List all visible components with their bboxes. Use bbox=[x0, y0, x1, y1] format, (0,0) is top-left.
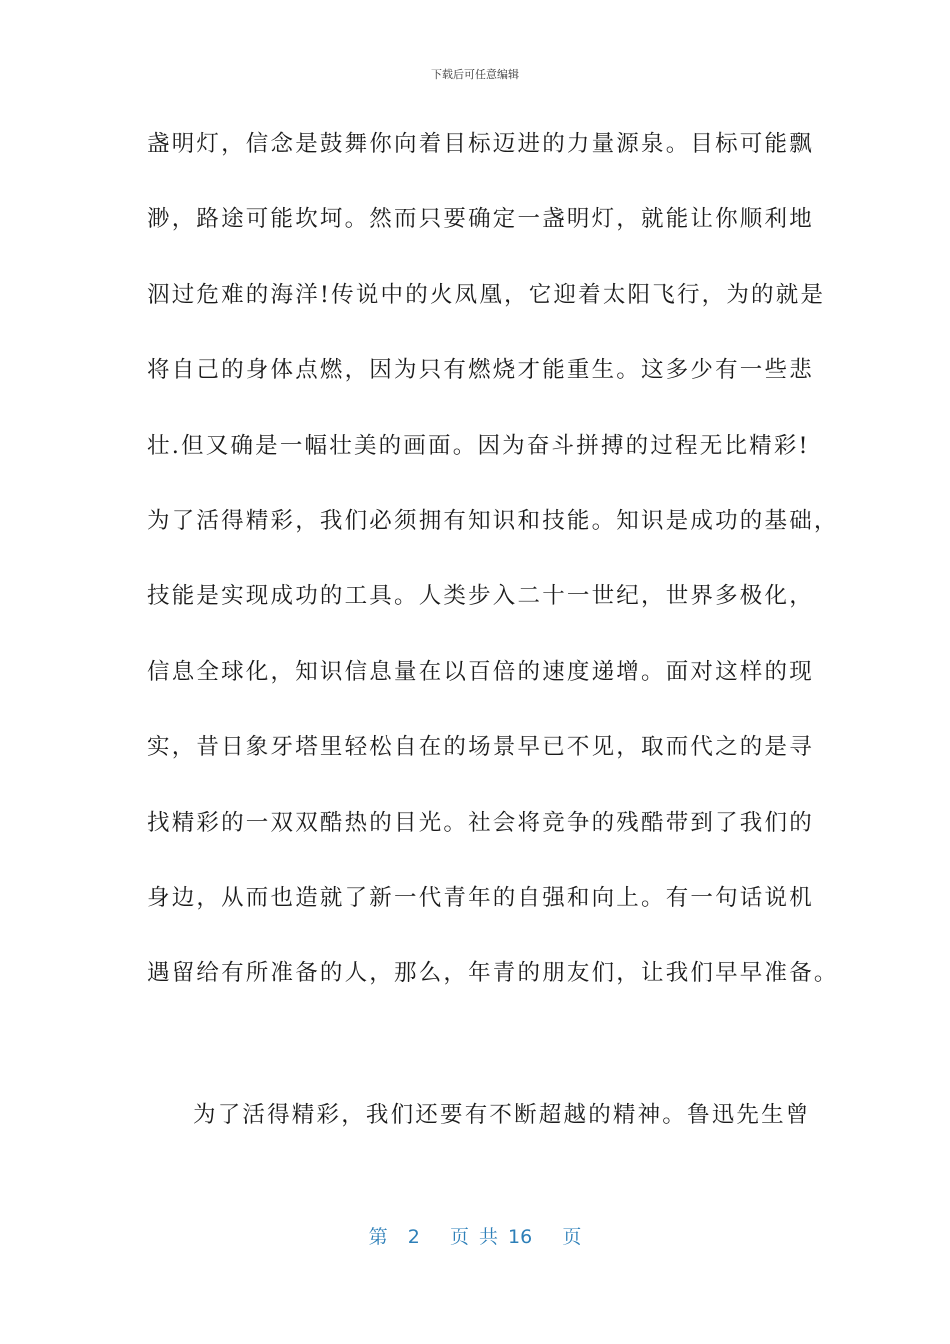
text-line: 渺，路途可能坎坷。然而只要确定一盏明灯，就能让你顺利地 bbox=[147, 206, 814, 233]
text-line: 技能是实现成功的工具。人类步入二十一世纪，世界多极化， bbox=[147, 583, 814, 610]
text-line: 遇留给有所准备的人，那么，年青的朋友们，让我们早早准备。 bbox=[147, 960, 839, 987]
text-line: 壮.但又确是一幅壮美的画面。因为奋斗拼搏的过程无比精彩! bbox=[147, 432, 810, 459]
text-line: 身边，从而也造就了新一代青年的自强和向上。有一句话说机 bbox=[147, 884, 814, 911]
text-line: 找精彩的一双双酷热的目光。社会将竞争的残酷带到了我们的 bbox=[147, 809, 814, 836]
paragraph-1 bbox=[147, 122, 839, 1027]
text-line: 泅过危难的海洋!传说中的火凤凰，它迎着太阳飞行，为的就是 bbox=[147, 281, 826, 308]
paragraph-2-first-line: 为了活得精彩，我们还要有不断超越的精神。鲁迅先生曾 bbox=[193, 1102, 811, 1128]
text-line: 信息全球化，知识信息量在以百倍的速度递增。面对这样的现 bbox=[147, 658, 814, 685]
text-line: 盏明灯，信念是鼓舞你向着目标迈进的力量源泉。目标可能飘 bbox=[147, 131, 814, 157]
text-line: 为了活得精彩，我们必须拥有知识和技能。知识是成功的基础， bbox=[147, 507, 839, 534]
page-header-note: 下载后可任意编辑 bbox=[431, 68, 519, 81]
page-number-footer bbox=[0, 1222, 950, 1249]
text-line: 实，昔日象牙塔里轻松自在的场景早已不见，取而代之的是寻 bbox=[147, 734, 814, 761]
text-line: 将自己的身体点燃，因为只有燃烧才能重生。这多少有一些悲 bbox=[147, 357, 814, 384]
page-number-label: 第 2 页 共 16 页 bbox=[368, 1226, 582, 1248]
